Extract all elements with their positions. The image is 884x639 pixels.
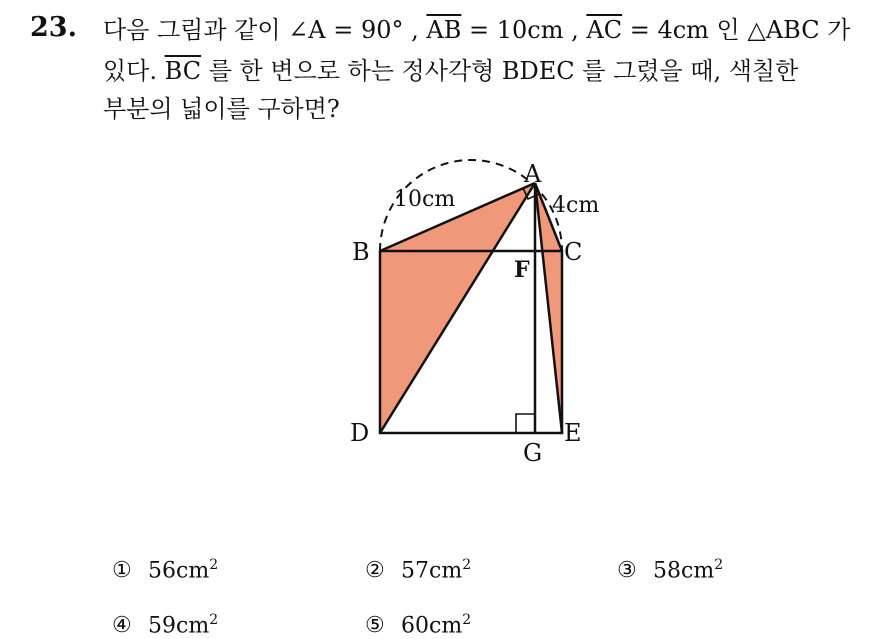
choice-4[interactable] xyxy=(112,612,218,638)
choice-5[interactable] xyxy=(365,612,471,638)
right-angle-mark-g xyxy=(516,414,535,433)
question-text: = 4cm 인 △ABC 가 xyxy=(622,16,851,44)
choice-value: 57cm xyxy=(401,558,463,584)
segment-ab: $\overline{AB}$ xyxy=(426,16,462,44)
question-line-2 xyxy=(103,56,798,86)
problem-number: 23. xyxy=(30,12,77,43)
segment-bc: $\overline{BC}$ xyxy=(164,57,202,85)
question-text: 다음 그림과 같이 ∠A = 90° , xyxy=(103,16,427,44)
geometry-figure xyxy=(330,150,630,470)
choice-exponent: 2 xyxy=(209,557,219,573)
label-c: C xyxy=(564,238,583,266)
choice-1[interactable] xyxy=(112,557,218,583)
choice-value: 60cm xyxy=(401,613,463,639)
choice-exponent: 2 xyxy=(714,557,724,573)
question-text: 있다. xyxy=(103,57,165,85)
choice-value: 58cm xyxy=(653,558,715,584)
question-text: = 10cm , xyxy=(461,16,587,44)
choice-exponent: 2 xyxy=(462,557,472,573)
label-g: G xyxy=(523,439,543,467)
choice-mark: ② xyxy=(365,558,385,584)
label-d: D xyxy=(350,419,370,447)
question-line-3: 부분의 넓이를 구하면? xyxy=(103,95,340,123)
choice-mark: ③ xyxy=(617,558,637,584)
choice-mark: ① xyxy=(112,558,132,584)
choice-2[interactable] xyxy=(365,557,471,583)
choice-exponent: 2 xyxy=(462,612,472,628)
label-ab-length: 10cm xyxy=(394,187,456,212)
choice-mark: ④ xyxy=(112,613,132,639)
choice-mark: ⑤ xyxy=(365,613,385,639)
question-line-1 xyxy=(103,15,850,45)
question-text: 를 한 변으로 하는 정사각형 BDEC 를 그렸을 때, 색칠한 xyxy=(201,57,799,85)
label-f: F xyxy=(514,257,530,283)
choice-value: 56cm xyxy=(148,558,210,584)
label-e: E xyxy=(564,419,582,447)
choice-3[interactable] xyxy=(617,557,723,583)
label-b: B xyxy=(352,238,370,266)
choice-value: 59cm xyxy=(148,613,210,639)
segment-ac: $\overline{AC}$ xyxy=(586,16,623,44)
label-ac-length: 4cm xyxy=(552,193,600,218)
label-a: A xyxy=(524,160,542,188)
choice-exponent: 2 xyxy=(209,612,219,628)
